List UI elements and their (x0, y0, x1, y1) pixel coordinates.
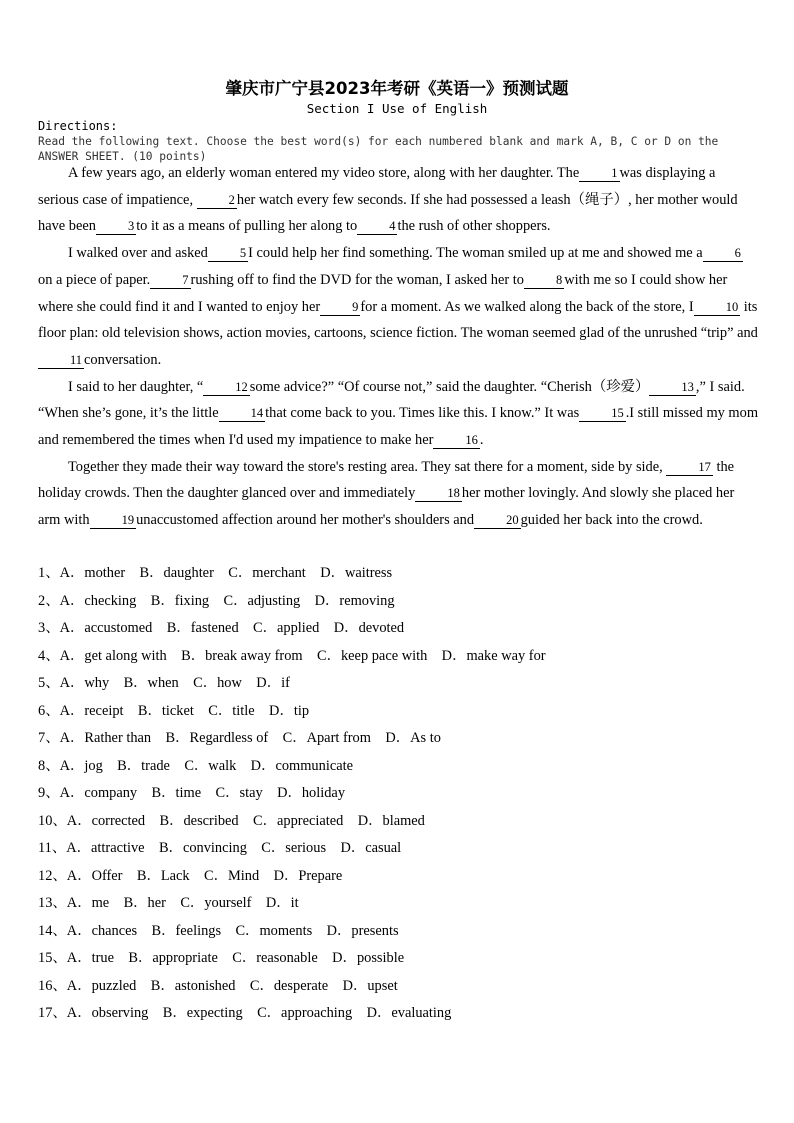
passage-text: on a piece of paper. (38, 271, 151, 288)
option-c: C．how (193, 675, 257, 691)
option-b: B．when (123, 675, 194, 691)
passage-text: I walked over and asked (68, 245, 208, 262)
option-c: C．merchant (228, 565, 321, 581)
question-row-13 (38, 890, 758, 918)
blank-5: 5 (208, 246, 248, 262)
option-a: A．jog (59, 757, 118, 774)
question-row-3 (38, 615, 758, 643)
option-d: D．communicate (250, 757, 353, 774)
question-row-9 (38, 780, 758, 808)
question-row-8 (38, 753, 758, 781)
page-title: 肇庆市广宁县2023年考研《英语一》预测试题 (225, 79, 569, 98)
passage-text: conversation. (84, 351, 162, 368)
option-b: B．fixing (150, 592, 224, 609)
option-a: A．mother (59, 565, 140, 581)
question-number: 12、 (38, 867, 67, 884)
question-number: 13、 (38, 895, 67, 911)
option-a: A．accustomed (59, 620, 167, 636)
blank-14: 14 (219, 406, 266, 422)
passage-text: to it as a means of pulling her along to (136, 218, 358, 235)
paragraph-1 (38, 160, 758, 240)
option-b: B．feelings (151, 922, 236, 939)
option-b: B．described (159, 812, 254, 829)
option-d: D．holiday (277, 785, 346, 801)
passage-text: I could help her find something. The woman smiled up at me and showed me a (248, 245, 703, 262)
option-b: B．convincing (158, 840, 262, 856)
option-a: A．me (66, 895, 124, 911)
option-d: D．upset (342, 977, 398, 994)
question-row-7 (38, 725, 758, 753)
passage-text: its floor plan: old television shows, action movies, cartoons, science fiction. The woman seemed glad of the unrushed “trip” and (38, 298, 758, 342)
option-d: D．casual (340, 840, 402, 856)
blank-6: 6 (703, 246, 743, 262)
question-number: 9、 (38, 785, 60, 801)
option-c: C．moments (235, 922, 327, 939)
passage-text: her mother lovingly. And slowly she placed her arm with (38, 485, 735, 529)
passage-text: with me so I could show her where she could find it and I wanted to enjoy her (38, 271, 728, 315)
option-d: D．it (265, 895, 299, 911)
passage-text: . (479, 432, 484, 449)
passage-text: that come back to you. Times like this. I know.” It was (265, 405, 580, 422)
option-d: D．make way for (441, 647, 546, 664)
option-b: B．expecting (162, 1005, 258, 1021)
option-d: D．evaluating (366, 1005, 452, 1021)
question-number: 14、 (38, 922, 67, 939)
option-b: B．Regardless of (165, 730, 283, 746)
question-row-6 (38, 698, 758, 726)
option-c: C．desperate (249, 977, 343, 994)
passage-text: unaccustomed affection around her mother's shoulders and (136, 512, 475, 529)
question-row-17 (38, 1000, 758, 1028)
blank-19: 19 (90, 513, 137, 529)
passage-text: guided her back into the crowd. (520, 512, 703, 529)
question-row-15 (38, 945, 758, 973)
question-number: 2、 (38, 592, 60, 609)
question-number: 17、 (38, 1005, 67, 1021)
option-a: A．receipt (59, 702, 138, 719)
option-d: D．waitress (320, 565, 393, 581)
passage-text: rushing off to find the DVD for the woman, I asked her to (190, 271, 524, 288)
question-number: 3、 (38, 620, 60, 636)
option-d: D．devoted (333, 620, 405, 636)
option-b: B．appropriate (128, 950, 233, 966)
option-c: C．reasonable (232, 950, 333, 966)
passage-text: her watch every few seconds. If she had possessed a leash（绳子）, her mother would have been (38, 191, 738, 235)
option-a: A．true (66, 950, 129, 966)
blank-16: 16 (433, 433, 480, 449)
blank-9: 9 (320, 300, 360, 316)
blank-8: 8 (524, 273, 564, 289)
blank-4: 4 (357, 219, 397, 235)
option-a: A．get along with (59, 647, 182, 664)
blank-11: 11 (38, 353, 84, 369)
question-row-2 (38, 588, 758, 616)
blank-1: 1 (579, 166, 619, 182)
option-d: D．if (256, 675, 290, 691)
passage-text: some advice?” “Of course not,” said the daughter. “Cherish（珍爱） (249, 378, 650, 395)
passage-text: was displaying a serious case of impatience, (38, 165, 716, 208)
passage-text: the rush of other shoppers. (397, 218, 551, 235)
option-c: C．keep pace with (316, 647, 442, 664)
option-b: B．fastened (166, 620, 254, 636)
paragraph-4 (38, 454, 758, 534)
question-row-12 (38, 863, 758, 891)
option-a: A．observing (66, 1005, 163, 1021)
option-d: D．Prepare (273, 867, 343, 884)
passage-text: Together they made their way toward the store's resting area. They sat there for a moment, side by side, (68, 458, 667, 475)
cloze-passage (38, 160, 758, 534)
option-c: C．adjusting (223, 592, 315, 609)
option-b: B．Lack (136, 867, 205, 884)
option-c: C．yourself (180, 895, 266, 911)
option-c: C．Apart from (282, 730, 386, 746)
question-options-list (38, 560, 758, 1028)
option-b: B．astonished (150, 977, 250, 994)
option-a: A．chances (66, 922, 152, 939)
option-d: D．possible (332, 950, 405, 966)
blank-18: 18 (415, 486, 462, 502)
directions-text: Read the following text. Choose the best word(s) for each numbered blank and mark A, B, C or D on the ANSWER SHEET. (10 points) (38, 135, 719, 163)
passage-text: .I still missed my mom and remembered the times when I'd used my impatience to make her (38, 405, 759, 449)
option-a: A．checking (59, 592, 151, 609)
option-d: D．presents (326, 922, 399, 939)
option-b: B．daughter (139, 565, 229, 581)
option-a: A．Rather than (59, 730, 166, 746)
option-b: B．break away from (181, 647, 317, 664)
question-number: 7、 (38, 730, 60, 746)
option-a: A．company (59, 785, 152, 801)
option-d: D．blamed (357, 812, 425, 829)
question-number: 8、 (38, 757, 60, 774)
option-a: A．puzzled (66, 977, 151, 994)
option-d: D．removing (314, 592, 395, 609)
option-b: B．trade (117, 757, 185, 774)
question-row-10 (38, 808, 758, 836)
question-number: 16、 (38, 977, 67, 994)
question-row-1 (38, 560, 758, 588)
option-c: C．applied (253, 620, 334, 636)
paragraph-3 (38, 374, 758, 454)
option-b: B．time (151, 785, 216, 801)
question-number: 10、 (38, 812, 67, 829)
option-b: B．ticket (137, 702, 209, 719)
section-subtitle: Section I Use of English (306, 101, 488, 116)
passage-text: ,” I said. “When she’s gone, it’s the little (38, 378, 745, 422)
option-a: A．corrected (66, 812, 160, 829)
question-row-16 (38, 973, 758, 1001)
option-c: C．stay (215, 785, 278, 801)
blank-3: 3 (96, 219, 136, 235)
passage-text: the holiday crowds. Then the daughter glanced over and immediately (38, 458, 735, 502)
blank-2: 2 (197, 193, 237, 209)
option-c: C．approaching (257, 1005, 367, 1021)
option-a: A．Offer (66, 867, 137, 884)
blank-10: 10 (694, 300, 741, 316)
passage-text: A few years ago, an elderly woman entered my video store, along with her daughter. The (68, 165, 580, 181)
option-c: C．serious (261, 840, 341, 856)
option-b: B．her (123, 895, 181, 911)
question-number: 4、 (38, 647, 60, 664)
blank-12: 12 (203, 380, 250, 396)
blank-15: 15 (579, 406, 626, 422)
passage-text: for a moment. As we walked along the back of the store, I (360, 298, 694, 315)
question-row-4 (38, 643, 758, 671)
question-number: 6、 (38, 702, 60, 719)
question-row-11 (38, 835, 758, 863)
directions-label: Directions: (38, 119, 118, 133)
question-number: 5、 (38, 675, 60, 691)
question-number: 15、 (38, 950, 67, 966)
blank-20: 20 (474, 513, 521, 529)
question-row-5 (38, 670, 758, 698)
question-number: 11、 (38, 840, 67, 856)
option-c: C．Mind (204, 867, 274, 884)
option-c: C．appreciated (253, 812, 358, 829)
option-d: D．As to (385, 730, 441, 746)
question-number: 1、 (38, 565, 60, 581)
option-a: A．why (59, 675, 124, 691)
passage-text: I said to her daughter, “ (68, 378, 204, 395)
blank-7: 7 (150, 273, 190, 289)
blank-13: 13 (649, 380, 696, 396)
paragraph-2 (38, 240, 758, 374)
option-a: A．attractive (66, 840, 159, 856)
option-d: D．tip (269, 702, 310, 719)
question-row-14 (38, 918, 758, 946)
option-c: C．title (208, 702, 270, 719)
option-c: C．walk (184, 757, 251, 774)
blank-17: 17 (666, 460, 713, 476)
